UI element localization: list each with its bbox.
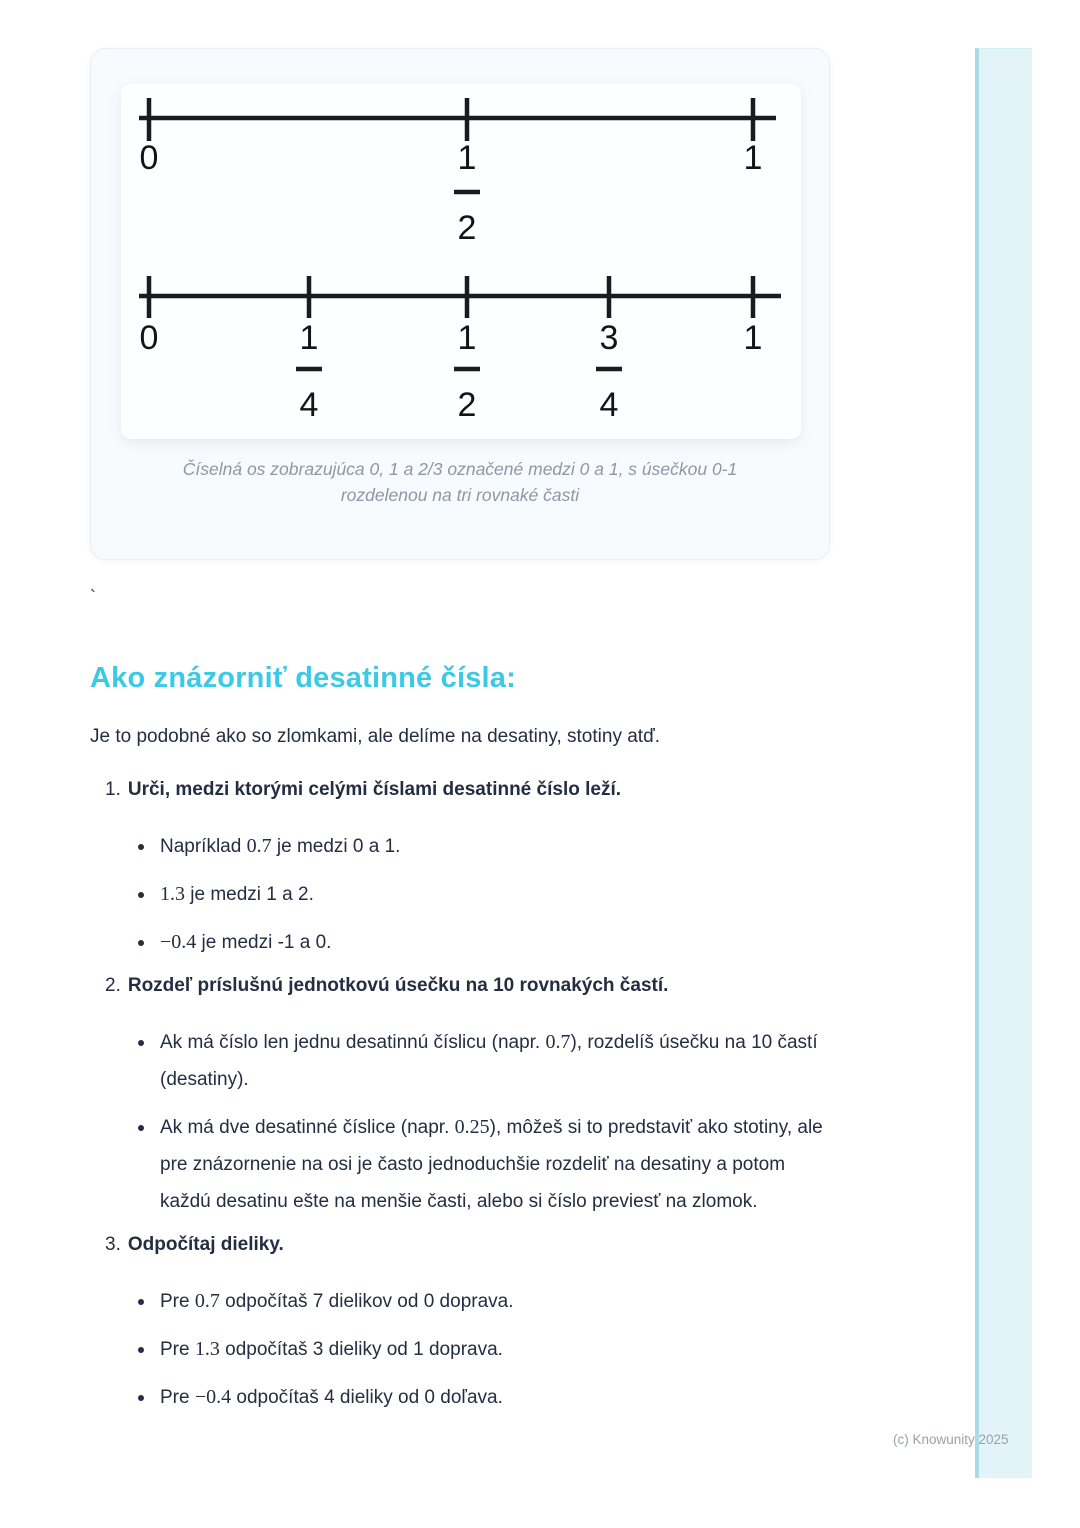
step-number: 2. [105,975,121,996]
list-item [105,828,832,865]
step-title: Urči, medzi ktorými celými číslami desatinné číslo leží. [127,779,622,800]
step-item [105,971,832,1220]
step-head [105,971,832,1000]
tick-label: 0 [139,319,159,357]
section-heading: Ako znázorniť desatinné čísla: [90,662,516,694]
fraction-denominator: 2 [457,386,477,424]
intro-paragraph: Je to podobné ako so zlomkami, ale delíme na desatiny, stotiny atď. [90,726,661,747]
list-item [105,1109,832,1220]
list-item [105,1331,832,1368]
math-number: 1.3 [194,1338,220,1360]
number-line-quarters [139,276,781,424]
step-number: 3. [105,1234,121,1255]
stray-backtick-mark: ` [90,587,96,607]
bullet-icon [138,1395,144,1401]
step-head [105,1230,832,1259]
figure-image-panel [121,84,801,439]
bullet-icon [138,844,144,850]
step-item [105,775,832,961]
bullet-icon [138,1040,144,1046]
list-item [105,924,832,961]
step-title: Rozdeľ príslušnú jednotkovú úsečku na 10 rovnakých častí. [127,975,669,996]
tick-label: 1 [743,319,763,357]
bullet-icon [138,1347,144,1353]
bullet-text: Napríklad 0.7 je medzi 0 a 1. [160,835,401,857]
fraction-denominator: 4 [599,386,619,424]
math-number: 0.7 [246,835,272,857]
math-number: 0.7 [194,1290,220,1312]
fraction-numerator: 1 [457,319,477,357]
bullet-list [105,828,832,961]
fraction-numerator: 1 [457,139,477,177]
bullet-text: −0.4 je medzi -1 a 0. [160,931,332,953]
bullet-icon [138,1125,144,1131]
bullet-text: 1.3 je medzi 1 a 2. [160,883,314,905]
step-number: 1. [105,779,121,800]
bullet-text: Ak má dve desatinné číslice (napr. 0.25), môžeš si to predstaviť ako stotiny, ale pre znázornenie na osi je často jednoduchšie rozdeliť na desatiny a potom každú desatinu ešte na menšie časti, alebo si číslo previesť na zlomok. [160,1116,823,1212]
fraction-denominator: 4 [299,386,319,424]
math-number: 1.3 [160,883,185,905]
bullet-text: Pre 1.3 odpočítaš 3 dieliky od 1 doprava. [160,1338,503,1360]
step-title: Odpočítaj dieliky. [127,1234,284,1255]
bullet-text: Ak má číslo len jednu desatinnú číslicu (napr. 0.7), rozdelíš úsečku na 10 častí (desatiny). [160,1031,818,1090]
list-item [105,1024,832,1098]
fraction-numerator: 3 [599,319,619,357]
bullet-icon [138,892,144,898]
fraction-numerator: 1 [299,319,319,357]
bullet-icon [138,940,144,946]
bullet-text: Pre 0.7 odpočítaš 7 dielikov od 0 doprava. [160,1290,514,1312]
figure-caption: Číselná os zobrazujúca 0, 1 a 2/3 označené medzi 0 a 1, s úsečkou 0-1 rozdelenou na tri rovnaké časti [182,459,738,505]
bullet-list [105,1024,832,1220]
bullet-icon [138,1299,144,1305]
tick-label: 0 [139,139,159,177]
bullet-text: Pre −0.4 odpočítaš 4 dieliky od 0 doľava. [160,1386,503,1408]
fraction-denominator: 2 [457,209,477,247]
list-item [105,876,832,913]
step-item [105,1230,832,1416]
list-item [105,1379,832,1416]
number-lines-figure [121,84,801,439]
document-content [90,0,832,1416]
copyright-note: (c) Knowunity 2025 [893,1432,1009,1447]
math-number: 0.25 [454,1116,490,1138]
steps-list [90,775,832,1416]
math-number: 0.7 [545,1031,571,1053]
math-number: −0.4 [160,931,197,953]
number-line-halves [139,98,776,247]
math-number: −0.4 [194,1386,232,1408]
figure-card [90,48,830,560]
page-edge-strip [975,48,1032,1478]
tick-label: 1 [743,139,763,177]
step-head [105,775,832,804]
list-item [105,1283,832,1320]
bullet-list [105,1283,832,1416]
